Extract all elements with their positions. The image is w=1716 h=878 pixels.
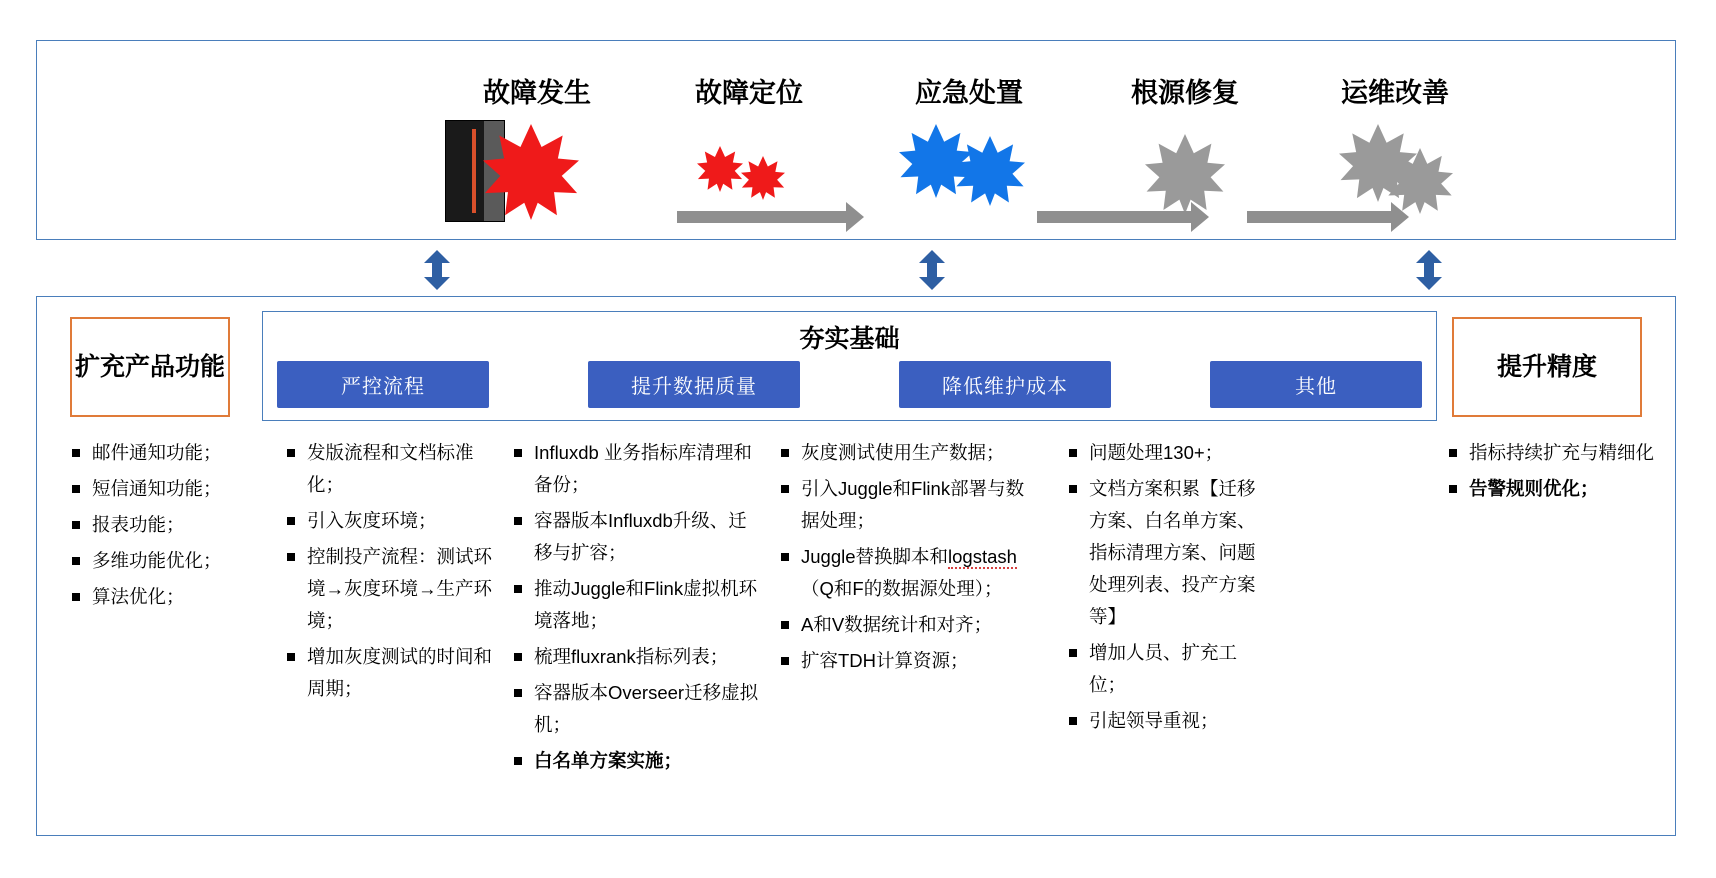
list-item: 推动Juggle和Flink虚拟机环境落地； [512,573,762,637]
list-item: 告警规则优化； [1447,473,1662,505]
list-item: 容器版本Overseer迁移虚拟机； [512,677,762,741]
improvement-measures-panel [36,296,1676,836]
list-item: 控制投产流程：测试环境→灰度环境→生产环境； [285,541,495,637]
double-arrow-connector [1412,250,1446,290]
list-item: 灰度测试使用生产数据； [779,437,1039,469]
category-pill-row [263,355,1436,408]
stage-ops-improvement [1295,71,1495,223]
stage-root-cause-fix [1085,71,1285,223]
solidify-foundation-title: 夯实基础 [799,325,900,353]
pill-data-quality[interactable]: 提升数据质量 [588,361,800,408]
list-item: 指标持续扩充与精细化 [1447,437,1662,469]
improve-accuracy-box: 提升精度 [1452,317,1642,417]
list-item: 增加灰度测试的时间和周期； [285,641,495,705]
list-item: 邮件通知功能； [70,437,255,469]
list-item: Influxdb 业务指标库清理和备份； [512,437,762,501]
list-item: 引起领导重视； [1067,705,1272,737]
stage-emergency-handling [869,71,1069,223]
column-strict-process-control [285,437,495,709]
list-item: 算法优化； [70,581,255,613]
stage-label: 故障定位 [695,78,803,108]
column-improve-data-quality [512,437,762,781]
list-item: 短信通知功能； [70,473,255,505]
list-item: 多维功能优化； [70,545,255,577]
column-reduce-maintenance-cost [779,437,1039,681]
stage-label: 根源修复 [1131,78,1239,108]
pill-others[interactable]: 其他 [1210,361,1422,408]
stage-fault-occurrence [437,71,637,223]
list-item: 梳理fluxrank指标列表； [512,641,762,673]
list-item: 文档方案积累【迁移方案、白名单方案、指标清理方案、问题处理列表、投产方案等】 [1067,473,1272,633]
red-burst-icon [741,156,785,200]
list-item: 问题处理130+； [1067,437,1272,469]
fault-occurrence-art [437,118,637,223]
column-others [1067,437,1272,741]
double-arrow-connector [915,250,949,290]
list-item: 白名单方案实施； [512,745,762,777]
gray-burst-icon [1145,134,1225,214]
stage-fault-localization [649,71,849,223]
list-item: Juggle替换脚本和logstash（Q和F的数据源处理）； [779,541,1039,605]
list-item: 容器版本Influxdb升级、迁移与扩容； [512,505,762,569]
list-item: 扩容TDH计算资源； [779,645,1039,677]
fault-localization-art [649,118,849,223]
double-arrow-connector [420,250,454,290]
pill-maintenance-cost[interactable]: 降低维护成本 [899,361,1111,408]
list-item: 引入灰度环境； [285,505,495,537]
list-item: 发版流程和文档标准化； [285,437,495,501]
pill-strict-process[interactable]: 严控流程 [277,361,489,408]
list-item: A和V数据统计和对齐； [779,609,1039,641]
flow-arrow [1037,211,1192,223]
stage-label: 应急处置 [915,78,1023,108]
logstash-token: logstash [948,546,1017,567]
stage-label: 运维改善 [1341,78,1449,108]
root-cause-fix-art [1085,118,1285,223]
incident-lifecycle-panel [36,40,1676,240]
list-item: 报表功能； [70,509,255,541]
expand-product-features-box: 扩充产品功能 [70,317,230,417]
solidify-foundation-frame [262,311,1437,421]
list-item: 增加人员、扩充工位； [1067,637,1272,701]
flow-arrow [1247,211,1392,223]
stage-label: 故障发生 [483,78,591,108]
red-burst-icon [697,146,743,192]
list-item: 引入Juggle和Flink部署与数据处理； [779,473,1039,537]
column-expand-product-features [70,437,255,617]
blue-burst-icon [899,124,973,198]
column-improve-accuracy [1447,437,1662,509]
emergency-handling-art [869,118,1069,223]
flow-arrow [677,211,847,223]
blue-burst-icon [955,136,1025,206]
